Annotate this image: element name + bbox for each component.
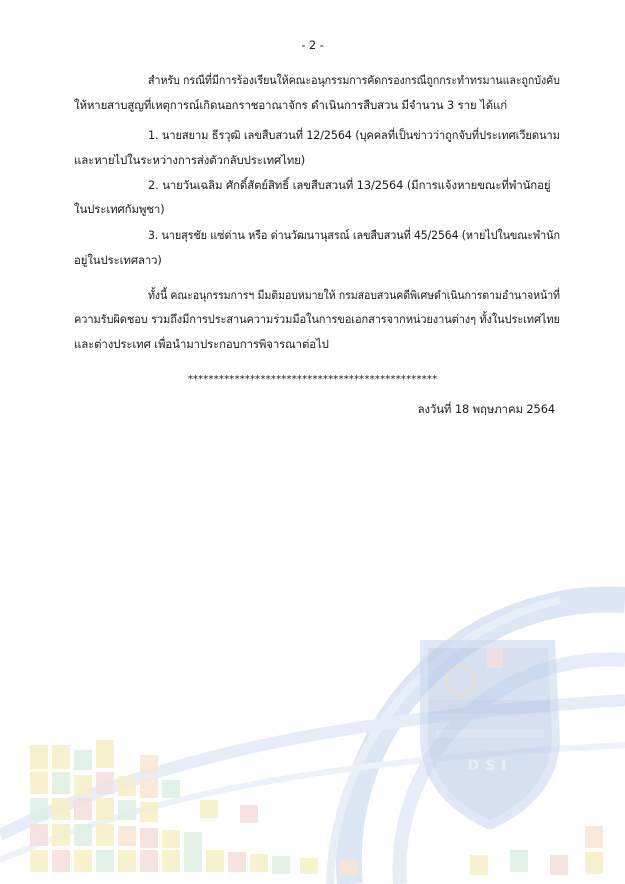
paragraph-1-line-1: สำหรับ กรณีที่มีการร้องเรียนให้คณะอนุกรรมการคัดกรองกรณีถูกกระทำทรมานและถูกบังคับ — [148, 73, 560, 87]
list-item-2-line-2: ในประเทศกัมพูชา) — [74, 202, 165, 216]
list-item-3-line-2: อยู่ในประเทศลาว) — [74, 253, 162, 267]
list-item-2-line-1: 2. นายวันเฉลิม ศักดิ์สัตย์สิทธิ์ เลขสืบสวนที่ 13/2564 (มีการแจ้งหายขณะที่พำนักอยู่ — [148, 178, 551, 192]
separator-stars: ************************************************ — [187, 374, 438, 385]
paragraph-2-line-3: และต่างประเทศ เพื่อนำมาประกอบการพิจารณาต่อไป — [74, 337, 329, 351]
paragraph-2-line-1: ทั้งนี้ คณะอนุกรรมการฯ มีมติมอบหมายให้ กรมสอบสวนคดีพิเศษดำเนินการตามอำนาจหน้าที่ — [148, 288, 560, 302]
dsi-badge-text: DSI — [467, 758, 513, 774]
paragraph-1-line-2: ให้หายสาบสูญที่เหตุการณ์เกิดนอกราชอาณาจักร ดำเนินการสืบสวน มีจำนวน 3 ราย ได้แก่ — [74, 98, 508, 112]
page-number: - 2 - — [301, 38, 324, 52]
dsi-badge-emblem — [420, 640, 560, 830]
list-item-1-line-2: และหายไปในระหว่างการส่งตัวกลับประเทศไทย) — [74, 153, 306, 167]
list-item-1-line-1: 1. นายสยาม ธีรวุฒิ เลขสืบสวนที่ 12/2564 (บุคคลที่เป็นข่าวว่าถูกจับที่ประเทศเวียดนาม — [148, 128, 560, 142]
list-item-3-line-1: 3. นายสุรชัย แซ่ด่าน หรือ ด่านวัฒนานุสรณ์ เลขสืบสวนที่ 45/2564 (หายไปในขณะพำนัก — [148, 228, 560, 242]
paragraph-2-line-2: ความรับผิดชอบ รวมถึงมีการประสานความร่วมมือในการขอเอกสารจากหน่วยงานต่างๆ ทั้งในประเทศไทย — [74, 312, 560, 326]
date-line: ลงวันที่ 18 พฤษภาคม 2564 — [417, 402, 555, 416]
